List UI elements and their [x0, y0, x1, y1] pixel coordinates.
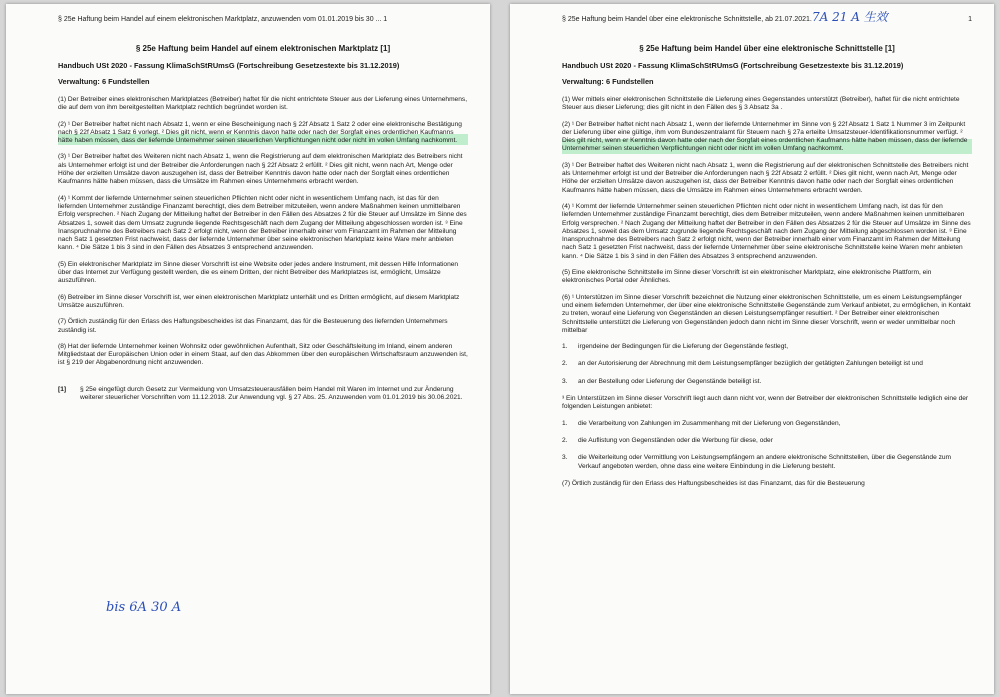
paragraph-4: (4) ¹ Kommt der liefernde Unternehmer seinen steuerlichen Pflichten nicht oder nicht in wesentlichem Umfang nach, ist das für den liefernden Unternehmer zuständige Finanzamt berechtigt, dies dem Betreiber mitzuteilen, wenn andere Maßnahmen keinen unmittelbaren Erfolg versprechen. ² Nach Zugang der Mitteilung haftet der Betreiber in den Fällen des Absatzes 2 für die Steuer auf Umsätze im Sinne des Absatzes 1, soweit das dem Umsatz zugrunde liegende Rechtsgeschäft nach dem Zugang der Mitteilung abgeschlossen worden ist. ³ Eine Inanspruchnahme des Betreibers nach Satz 2 erfolgt nicht, wenn der Betreiber innerhalb einer vom Finanzamt im Rahmen der Mitteilung nach Satz 1 gesetzten Frist nachweist, dass der liefernde Unternehmer über seine elektronischen Marktplatz keine Ware mehr anbieten kann. ⁴ Die Sätze 1 bis 3 sind in den Fällen des Absatzes 3 entsprechend anzuwenden.: [58, 194, 467, 252]
running-head: [58, 16, 468, 30]
list-item: [562, 378, 972, 386]
running-head-text: § 25e Haftung beim Handel über eine elektronische Schnittstelle, ab 21.07.2021.: [562, 16, 812, 23]
admin-note: Verwaltung: 6 Fundstellen: [562, 77, 654, 86]
list-text: die Auflistung von Gegenständen oder die Werbung für diese, oder: [578, 436, 773, 444]
list-item: [562, 343, 972, 351]
paragraph-5: (5) Ein elektronischer Marktplatz im Sinne dieser Vorschrift ist eine Website oder jedes andere Instrument, mit dessen Hilfe Informationen über das Internet zur Verfügung gestellt werden, die es einem Dritten, der nicht Betreiber des Marktplatzes ist, ermöglicht, Umsätze auszuführen.: [58, 260, 459, 285]
paragraph-3: (3) ¹ Der Betreiber haftet des Weiteren nicht nach Absatz 1, wenn die Registrierung auf dem elektronischen Marktplatz des Betreibers nicht als Unternehmer erfolgt ist und der Betreiber die Anforderungen nach § 22f Absatz 2 erfüllt. ² Dies gilt nicht, wenn nach Art, Menge oder Höhe der erzielten Umsätze davon auszugehen ist, dass der Betreiber Kenntnis davon hatte oder nach der Sorgfalt eines ordentlichen Kaufmanns hätte haben müssen, dass die Umsätze im Rahmen eines Unternehmens erbracht werden.: [58, 153, 463, 186]
subtitle: Handbuch USt 2020 - Fassung KlimaSchStRUmsG (Fortschreibung Gesetzestexte bis 31.12.2019): [58, 61, 400, 70]
list-text: die Verarbeitung von Zahlungen im Zusammenhang mit der Lieferung von Gegenständen,: [578, 419, 841, 427]
list-text: irgendeine der Bedingungen für die Lieferung der Gegenstände festlegt,: [578, 343, 789, 351]
paragraph-8: (8) Hat der liefernde Unternehmer keinen Wohnsitz oder gewöhnlichen Aufenthalt, Sitz oder Geschäftsleitung im Inland, einem anderen Mitgliedstaat der Europäischen Union oder in einem Staat, auf den das Abkommen über den europäischen Wirtschaftsraum anzuwenden ist, ist § 219 der Abgabenordnung nicht anzuwenden.: [58, 342, 468, 367]
list-number: 3.: [562, 454, 568, 462]
page-title: § 25e Haftung beim Handel auf einem elektronischen Marktplatz [1]: [135, 44, 391, 53]
paragraph-6: (6) ¹ Unterstützen im Sinne dieser Vorschrift bezeichnet die Nutzung einer elektronischen Schnittstelle, um es einem Leistungsempfänger und einem liefernden Unternehmer, der über eine elektronische Schnittstelle Gegenstände zum Verkauf anbietet, zu ermöglichen, in Kontakt zu treten, worauf eine Lieferung von Gegenständen an diesen Leistungsempfänger resultiert. ² Der Betreiber einer elektronischen Schnittstelle unterstützt die Lieferung von Gegenständen jedoch dann nicht im Sinne dieser Vorschrift, wenn er weder unmittelbar noch mittelbar: [562, 293, 971, 334]
list-text: an der Autorisierung der Abrechnung mit dem Leistungsempfänger bezüglich der getätigten Zahlungen beteiligt ist und: [578, 360, 923, 368]
footnote-number: [1]: [58, 385, 67, 393]
running-head: [562, 16, 972, 30]
list-number: 3.: [562, 377, 568, 385]
document-page-right: [510, 4, 994, 694]
list-number: 1.: [562, 343, 568, 351]
list-item: [562, 360, 972, 368]
paragraph-7: (7) Örtlich zuständig für den Erlass des Haftungsbescheides ist das Finanzamt, das für die Besteuerung: [562, 479, 865, 487]
paragraph-1: (1) Der Betreiber eines elektronischen Marktplatzes (Betreiber) haftet für die nicht entrichtete Steuer aus der Lieferung eines Unternehmens, die auf dem von ihm bereitgestellten Marktplatz rechtlich begründet worden ist.: [58, 96, 468, 112]
handwritten-note-left: bis 6A 30 A: [106, 600, 182, 615]
footnote-text: § 25e eingefügt durch Gesetz zur Vermeidung von Umsatzsteuerausfällen beim Handel mit Waren im Internet und zur Änderung weiterer steuerlicher Vorschriften vom 11.12.2018. Zur Anwendung vgl. § 27 Abs. 25. Anzuwenden vom 01.01.2019 bis 30.06.2021.: [80, 385, 463, 402]
list-number: 1.: [562, 419, 568, 427]
list-item: [562, 454, 972, 471]
running-head-text: § 25e Haftung beim Handel auf einem elektronischen Marktplatz, anzuwenden vom 01.01.2019 bis 30 ... 1: [58, 16, 388, 23]
paragraph-2: (2) ¹ Der Betreiber haftet nicht nach Absatz 1, wenn der liefernde Unternehmer im Sinne von § 22f Absatz 1 Satz 1 Nummer 3 im Zeitpunkt der Lieferung über eine gültige, ihm vom Bundeszentralamt für Steuern nach § 27a erteilte Umsatzsteuer-Identifikationsnummer verfügt. ² Dies gilt nicht, wenn er Kenntnis davon hatte oder nach der Sorgfalt eines ordentlichen Kaufmanns hätte haben müssen, dass der liefernde Unternehmer seinen steuerlichen Verpflichtungen nicht oder nicht im vollen Umfang nachkommt.: [562, 121, 972, 154]
list-number: 2.: [562, 436, 568, 444]
list-text: an der Bestellung oder Lieferung der Gegenstände beteiligt ist.: [578, 377, 762, 385]
paragraph-1: (1) Wer mittels einer elektronischen Schnittstelle die Lieferung eines Gegenstandes unterstützt (Betreiber), haftet für die nicht entrichtete Steuer aus dieser Lieferung; dies gilt nicht in den Fällen des § 3 Absatz 3a .: [562, 96, 960, 112]
paragraph-7: (7) Örtlich zuständig für den Erlass des Haftungsbescheides ist das Finanzamt, das für die Besteuerung des liefernden Unternehmers zuständig ist.: [58, 318, 448, 334]
paragraph-2: (2) ¹ Der Betreiber haftet nicht nach Absatz 1, wenn er eine Bescheinigung nach § 22f Absatz 1 Satz 2 oder eine elektronische Bestätigung nach § 22f Absatz 1 Satz 6 vorlegt. ² Dies gilt nicht, wenn er Kenntnis davon hatte oder nach der Sorgfalt eines ordentlichen Kaufmanns hätte haben müssen, dass der liefernde Unternehmer seinen steuerlichen Verpflichtungen nicht oder nicht im vollen Umfang nachkommt.: [58, 121, 468, 146]
list-item: [562, 437, 972, 445]
subtitle: Handbuch USt 2020 - Fassung KlimaSchStRUmsG (Fortschreibung Gesetzestexte bis 31.12.2019): [562, 61, 904, 70]
document-page-left: [6, 4, 490, 694]
page-title: § 25e Haftung beim Handel über eine elektronische Schnittstelle [1]: [639, 44, 895, 53]
paragraph-4: (4) ¹ Kommt der liefernde Unternehmer seinen steuerlichen Pflichten nicht oder nicht in wesentlichem Umfang nach, ist das für den liefernden Unternehmer zuständige Finanzamt berechtigt, dies dem Betreiber mitzuteilen, wenn andere Maßnahmen keinen unmittelbaren Erfolg versprechen. ² Nach Zugang der Mitteilung haftet der Betreiber in den Fällen des Absatzes 2 für die Steuer auf Umsätze im Sinne des Absatzes 1, soweit das dem Umsatz zugrunde liegende Rechtsgeschäft nach dem Zugang der Mitteilung abgeschlossen worden ist. ³ Eine Inanspruchnahme des Betreibers nach Satz 2 erfolgt nicht, wenn der Betreiber innerhalb einer vom Finanzamt im Rahmen der Mitteilung nach Satz 1 gesetzten Frist nachweist, dass der liefernde Unternehmer über seine elektronische Schnittstelle keine Waren mehr anbieten kann. ⁴ Die Sätze 1 bis 3 sind in den Fällen des Absatzes 3 entsprechend anzuwenden.: [562, 202, 971, 260]
footnote: [58, 386, 468, 403]
list-text: die Weiterleitung oder Vermittlung von Leistungsempfängern an andere elektronische Schnittstellen, über die Gegenstände zum Verkauf angeboten werden, ohne dass eine weitere Einbindung in die Lieferung besteht.: [578, 454, 952, 470]
list-number: 2.: [562, 360, 568, 368]
paragraph-5: (5) Eine elektronische Schnittstelle im Sinne dieser Vorschrift ist ein elektronischer Marktplatz, eine elektronische Plattform, ein elektronisches Portal oder Ähnliches.: [562, 269, 932, 285]
admin-note: Verwaltung: 6 Fundstellen: [58, 77, 150, 86]
paragraph-6-part-3: ³ Ein Unterstützen im Sinne dieser Vorschrift liegt auch dann nicht vor, wenn der Betreiber der elektronischen Schnittstelle lediglich eine der folgenden Leistungen anbietet:: [562, 395, 969, 411]
page-number: 1: [968, 16, 972, 23]
list-item: [562, 420, 972, 428]
paragraph-6: (6) Betreiber im Sinne dieser Vorschrift ist, wer einen elektronischen Marktplatz unterhält und es Dritten ermöglicht, auf diesem Marktplatz Umsätze auszuführen.: [58, 293, 460, 309]
handwritten-note-right: 7A 21 A 生效: [812, 10, 888, 24]
paragraph-3: (3) ¹ Der Betreiber haftet des Weiteren nicht nach Absatz 1, wenn die Registrierung auf der elektronischen Schnittstelle des Betreibers nicht als Unternehmer erfolgt ist und der Betreiber die Anforderungen nach § 22f Absatz 2 erfüllt. ² Dies gilt nicht, wenn nach Art, Menge oder Höhe der erzielten Umsätze davon auszugehen ist, dass der Betreiber Kenntnis davon hatte oder nach der Sorgfalt eines ordentlichen Kaufmanns hätte haben müssen, dass die Umsätze im Rahmen eines Unternehmens erbracht werden.: [562, 161, 969, 194]
